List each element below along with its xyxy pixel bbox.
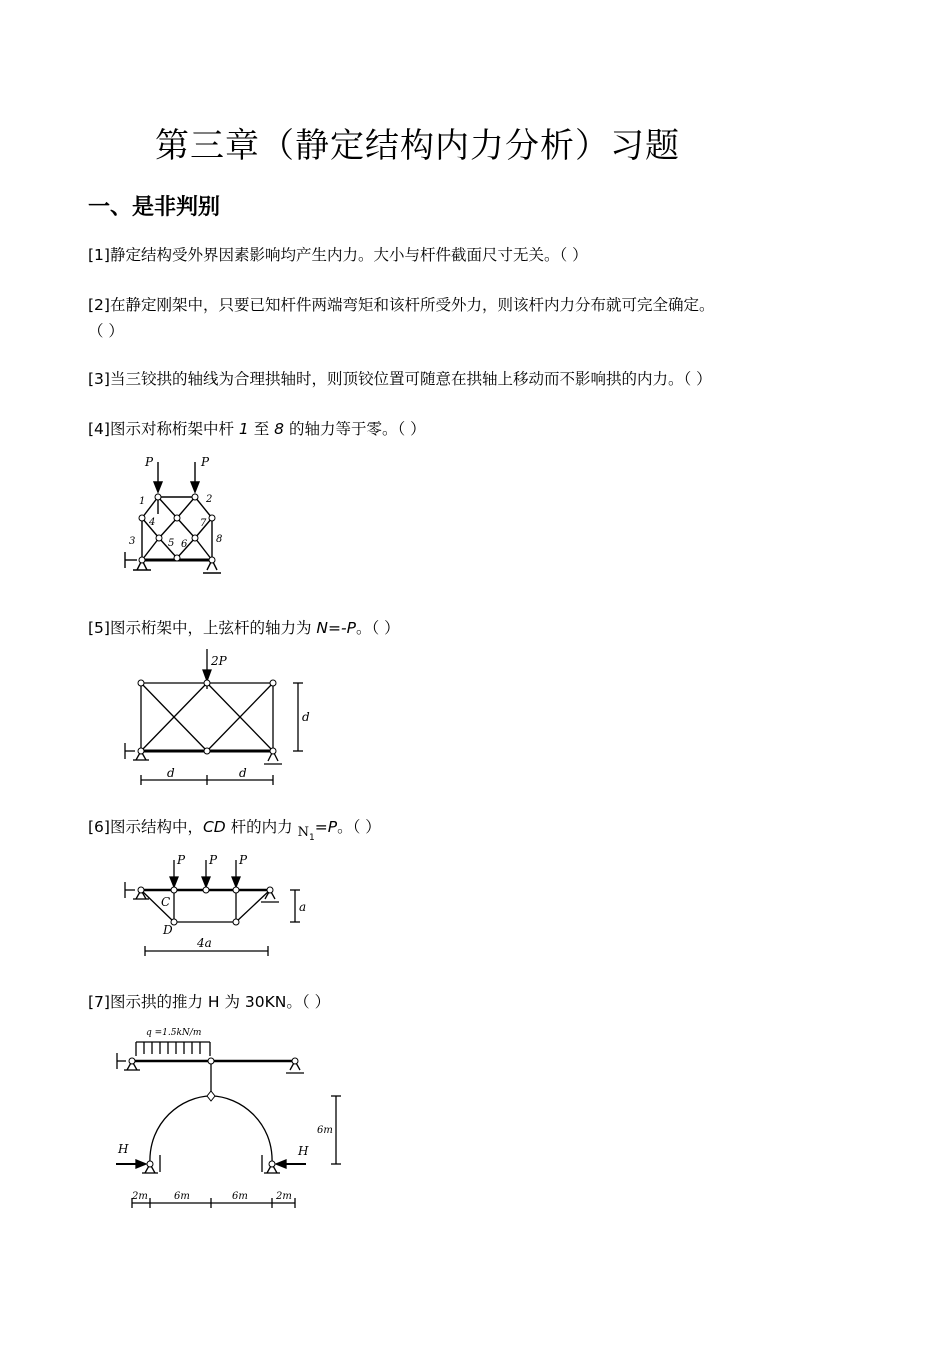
- force-label: H: [298, 1144, 309, 1158]
- formula: =P: [314, 818, 338, 836]
- load-label: 2P: [211, 654, 227, 668]
- page-title: 第三章（静定结构内力分析）习题: [155, 126, 680, 166]
- load-label: P: [201, 455, 210, 469]
- bar-label: 1: [238, 420, 249, 438]
- question-6: [88, 814, 381, 847]
- question-1: [88, 242, 588, 268]
- question-text: 在静定刚架中，只要已知杆件两端弯矩和该杆所受外力，则该杆内力分布就可完全确定。: [109, 296, 715, 314]
- bar-label: CD: [202, 818, 226, 836]
- load-label: P: [177, 853, 186, 867]
- bar-label: 2: [206, 494, 213, 505]
- formula: N=-P: [316, 619, 356, 637]
- bar-label: 4: [149, 517, 156, 528]
- question-text: 当三铰拱的轴线为合理拱轴时，则顶铰位置可随意在拱轴上移动而不影响拱的内力。（ ）: [109, 370, 712, 388]
- dimension-label: 6m: [232, 1191, 248, 1202]
- load-label: q =1.5kN/m: [146, 1028, 202, 1038]
- question-text: 图示桁架中，上弦杆的轴力为: [109, 619, 317, 637]
- dimension-label: d: [302, 710, 310, 724]
- question-2: [88, 292, 714, 344]
- bar-label: 6: [181, 539, 188, 550]
- dimension-label: 6m: [174, 1191, 190, 1202]
- question-number: [2]: [88, 296, 110, 314]
- node-label: D: [163, 923, 173, 937]
- question-text: 图示结构中，: [109, 818, 203, 836]
- question-answer-blank: （ ）: [88, 322, 124, 340]
- question-number: [7]: [88, 993, 110, 1011]
- figure-5-truss: [115, 645, 315, 785]
- dimension-label: d: [239, 766, 247, 780]
- question-text: 图示对称桁架中杆: [109, 420, 239, 438]
- question-3: [88, 366, 712, 392]
- bar-label: 8: [216, 534, 223, 545]
- load-label: P: [239, 853, 248, 867]
- question-text: 杆的内力: [225, 818, 298, 836]
- bar-label: 8: [274, 420, 285, 438]
- dimension-label: 2m: [276, 1191, 292, 1202]
- node-label: C: [161, 895, 171, 909]
- question-number: [5]: [88, 619, 110, 637]
- question-number: [3]: [88, 370, 110, 388]
- bar-label: 7: [200, 518, 207, 529]
- question-7: [88, 989, 330, 1015]
- figure-4-truss: [115, 452, 235, 584]
- question-text: 。（ ）: [355, 619, 400, 637]
- load-label: P: [145, 455, 154, 469]
- question-text: 图示拱的推力 H 为 30KN。（ ）: [109, 993, 331, 1011]
- question-number: [6]: [88, 818, 110, 836]
- question-4: [88, 416, 426, 442]
- formula-symbol: N: [297, 825, 309, 840]
- bar-label: 5: [168, 538, 175, 549]
- question-text: 的轴力等于零。（ ）: [284, 420, 426, 438]
- bar-label: 3: [129, 536, 136, 547]
- dimension-label: 6m: [317, 1125, 333, 1136]
- dimension-label: a: [299, 900, 307, 914]
- question-number: [4]: [88, 420, 110, 438]
- section-heading: 一、是非判别: [88, 195, 221, 220]
- question-text: 至: [248, 420, 275, 438]
- question-text: 静定结构受外界因素影响均产生内力。大小与杆件截面尺寸无关。（ ）: [109, 246, 588, 264]
- load-label: P: [209, 853, 218, 867]
- question-5: [88, 615, 400, 641]
- dimension-label: 4a: [197, 936, 212, 950]
- dimension-label: d: [167, 766, 175, 780]
- formula-subscript: 1: [308, 833, 315, 844]
- force-label: H: [118, 1142, 129, 1156]
- dimension-label: 2m: [132, 1191, 148, 1202]
- bar-label: 1: [139, 496, 146, 507]
- figure-7-arch: [112, 1022, 347, 1212]
- question-number: [1]: [88, 246, 110, 264]
- figure-6-structure: [115, 850, 315, 958]
- question-text: 。（ ）: [337, 818, 381, 836]
